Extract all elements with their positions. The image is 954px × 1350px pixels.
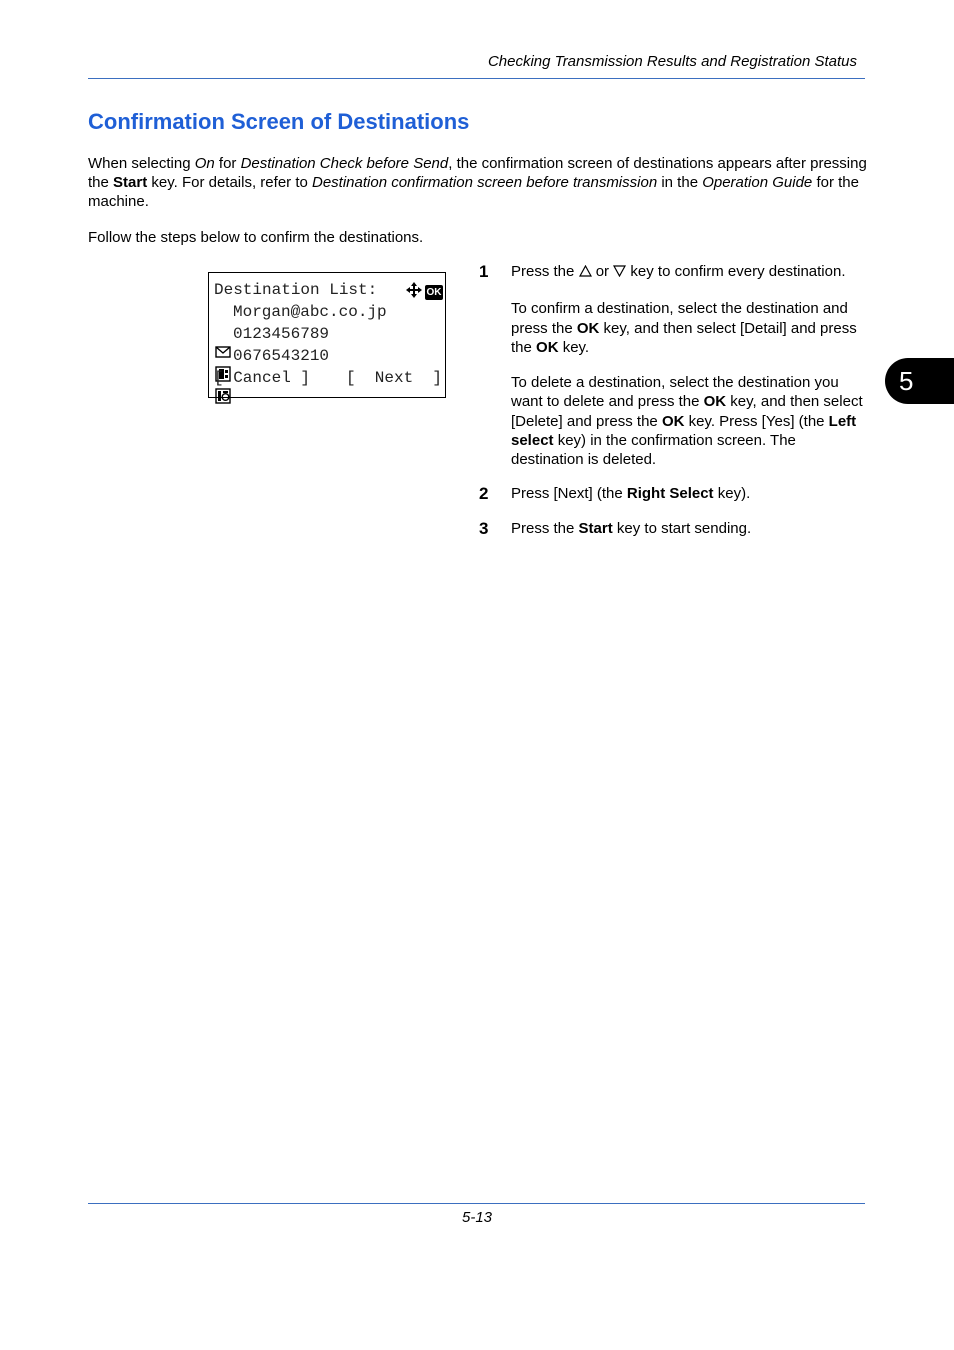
page-number: 5-13 [461, 1209, 493, 1226]
lcd-email-address: Morgan@abc.co.jp [233, 303, 387, 321]
fax-icon [214, 325, 232, 343]
step-number: 2 [479, 484, 489, 503]
step-1-instruction: Press the or key to confirm every destination. [511, 262, 871, 282]
four-way-arrow-icon [405, 281, 423, 304]
lcd-title: Destination List: [214, 281, 378, 299]
chapter-tab: 5 [885, 358, 954, 404]
footer-rule [88, 1203, 865, 1204]
step-number: 3 [479, 519, 489, 538]
step-number: 1 [479, 262, 489, 281]
section-title: Confirmation Screen of Destinations [88, 109, 470, 134]
step-2-body: Press [Next] (the Right Select key). [511, 485, 751, 502]
follow-steps-text: Follow the steps below to confirm the destinations. [88, 229, 424, 246]
email-icon [214, 303, 232, 321]
lcd-softkey-row [214, 368, 442, 388]
lcd-screen [208, 272, 446, 398]
header-rule [88, 78, 865, 79]
intro-paragraph: When selecting On for Destination Check before Send, the confirmation screen of destinations appears after pressing the Start key. For details, refer to Destination confirmation screen before transmission in the Operation Guide for the machine. [88, 155, 867, 210]
lcd-fax-row-2 [214, 346, 329, 366]
up-triangle-icon [579, 263, 592, 282]
step-1-delete-text: To delete a destination, select the destination you want to delete and press the OK key, and then select [Delete] and press the OK key. Press [Yes] (the Left select key) in the confirmation screen. The destination is deleted. [511, 374, 863, 469]
ok-key-icon: OK [426, 287, 442, 298]
folder-fax-icon [214, 347, 232, 365]
step-1-confirm-text: To confirm a destination, select the destination and press the OK key, and then select [Detail] and press the OK key. [511, 300, 857, 356]
lcd-email-row [214, 302, 387, 322]
lcd-nav-indicator [405, 281, 443, 304]
cancel-softkey[interactable]: [ Cancel ] [214, 369, 311, 387]
lcd-fax-row-1 [214, 324, 329, 344]
lcd-fax-number-1: 0123456789 [233, 325, 330, 343]
lcd-fax-number-2: 0676543210 [233, 347, 330, 365]
step-3-body: Press the Start key to start sending. [511, 520, 752, 537]
step-1-body [511, 262, 871, 470]
next-softkey[interactable]: [ Next ] [345, 369, 442, 387]
running-header: Checking Transmission Results and Registration Status [487, 53, 857, 70]
down-triangle-icon [613, 263, 626, 282]
lcd-title-row [214, 280, 377, 300]
